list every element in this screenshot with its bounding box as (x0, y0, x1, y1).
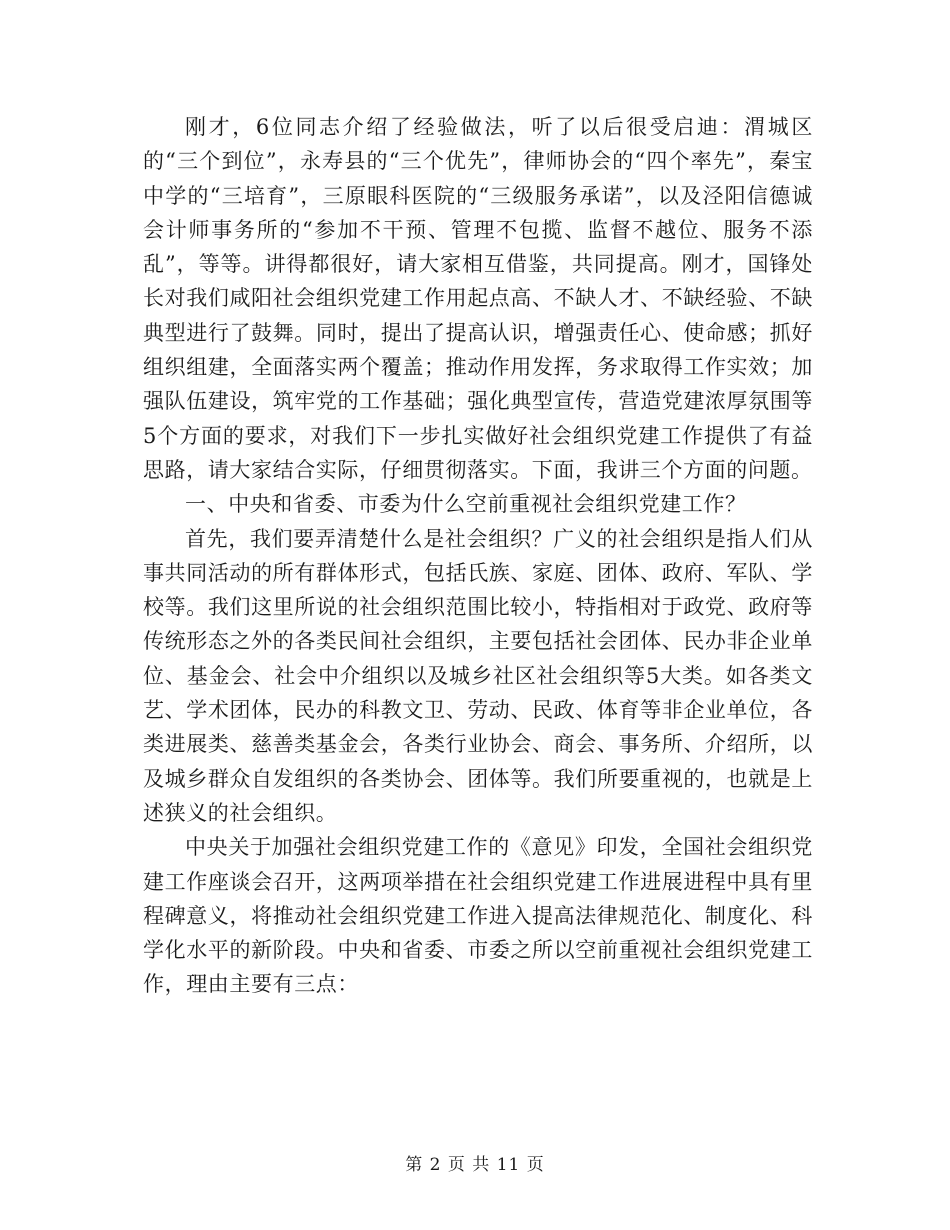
page-number: 第 2 页 共 11 页 (405, 1155, 545, 1175)
page-footer (0, 1155, 950, 1175)
document-body (143, 110, 813, 1002)
section-heading: 一、中央和省委、市委为什么空前重视社会组织党建工作？ (185, 492, 747, 517)
paragraph-significance: 中央关于加强社会组织党建工作的《意见》印发，全国社会组织党建工作座谈会召开，这两项举措在社会组织党建工作进展进程中具有里程碑意义，将推动社会组织党建工作进入提高法律规范化、制度化、科学化水平的新阶段。中央和省委、市委之所以空前重视社会组织党建工作，理由主要有三点： (143, 835, 813, 997)
paragraph-intro: 刚才，6位同志介绍了经验做法，听了以后很受启迪：渭城区的“三个到位”，永寿县的“三个优先”，律师协会的“四个率先”，秦宝中学的“三培育”，三原眼科医院的“三级服务承诺”，以及泾阳信德诚会计师事务所的“参加不干预、管理不包揽、监督不越位、服务不添乱”，等等。讲得都很好，请大家相互借鉴，共同提高。刚才，国锋处长对我们咸阳社会组织党建工作用起点高、不缺人才、不缺经验、不缺典型进行了鼓舞。同时，提出了提高认识，增强责任心、使命感；抓好组织组建，全面落实两个覆盖；推动作用发挥，务求取得工作实效；加强队伍建设，筑牢党的工作基础；强化典型宣传，营造党建浓厚氛围等5个方面的要求，对我们下一步扎实做好社会组织党建工作提供了有益思路，请大家结合实际，仔细贯彻落实。下面，我讲三个方面的问题。 (143, 115, 813, 482)
paragraph-definition: 首先，我们要弄清楚什么是社会组织？广义的社会组织是指人们从事共同活动的所有群体形式，包括氏族、家庭、团体、政府、军队、学校等。我们这里所说的社会组织范围比较小，特指相对于政党、政府等传统形态之外的各类民间社会组织，主要包括社会团体、民办非企业单位、基金会、社会中介组织以及城乡社区社会组织等5大类。如各类文艺、学术团体，民办的科教文卫、劳动、民政、体育等非企业单位，各类进展类、慈善类基金会，各类行业协会、商会、事务所、介绍所，以及城乡群众自发组织的各类协会、团体等。我们所要重视的，也就是上述狭义的社会组织。 (143, 526, 813, 825)
